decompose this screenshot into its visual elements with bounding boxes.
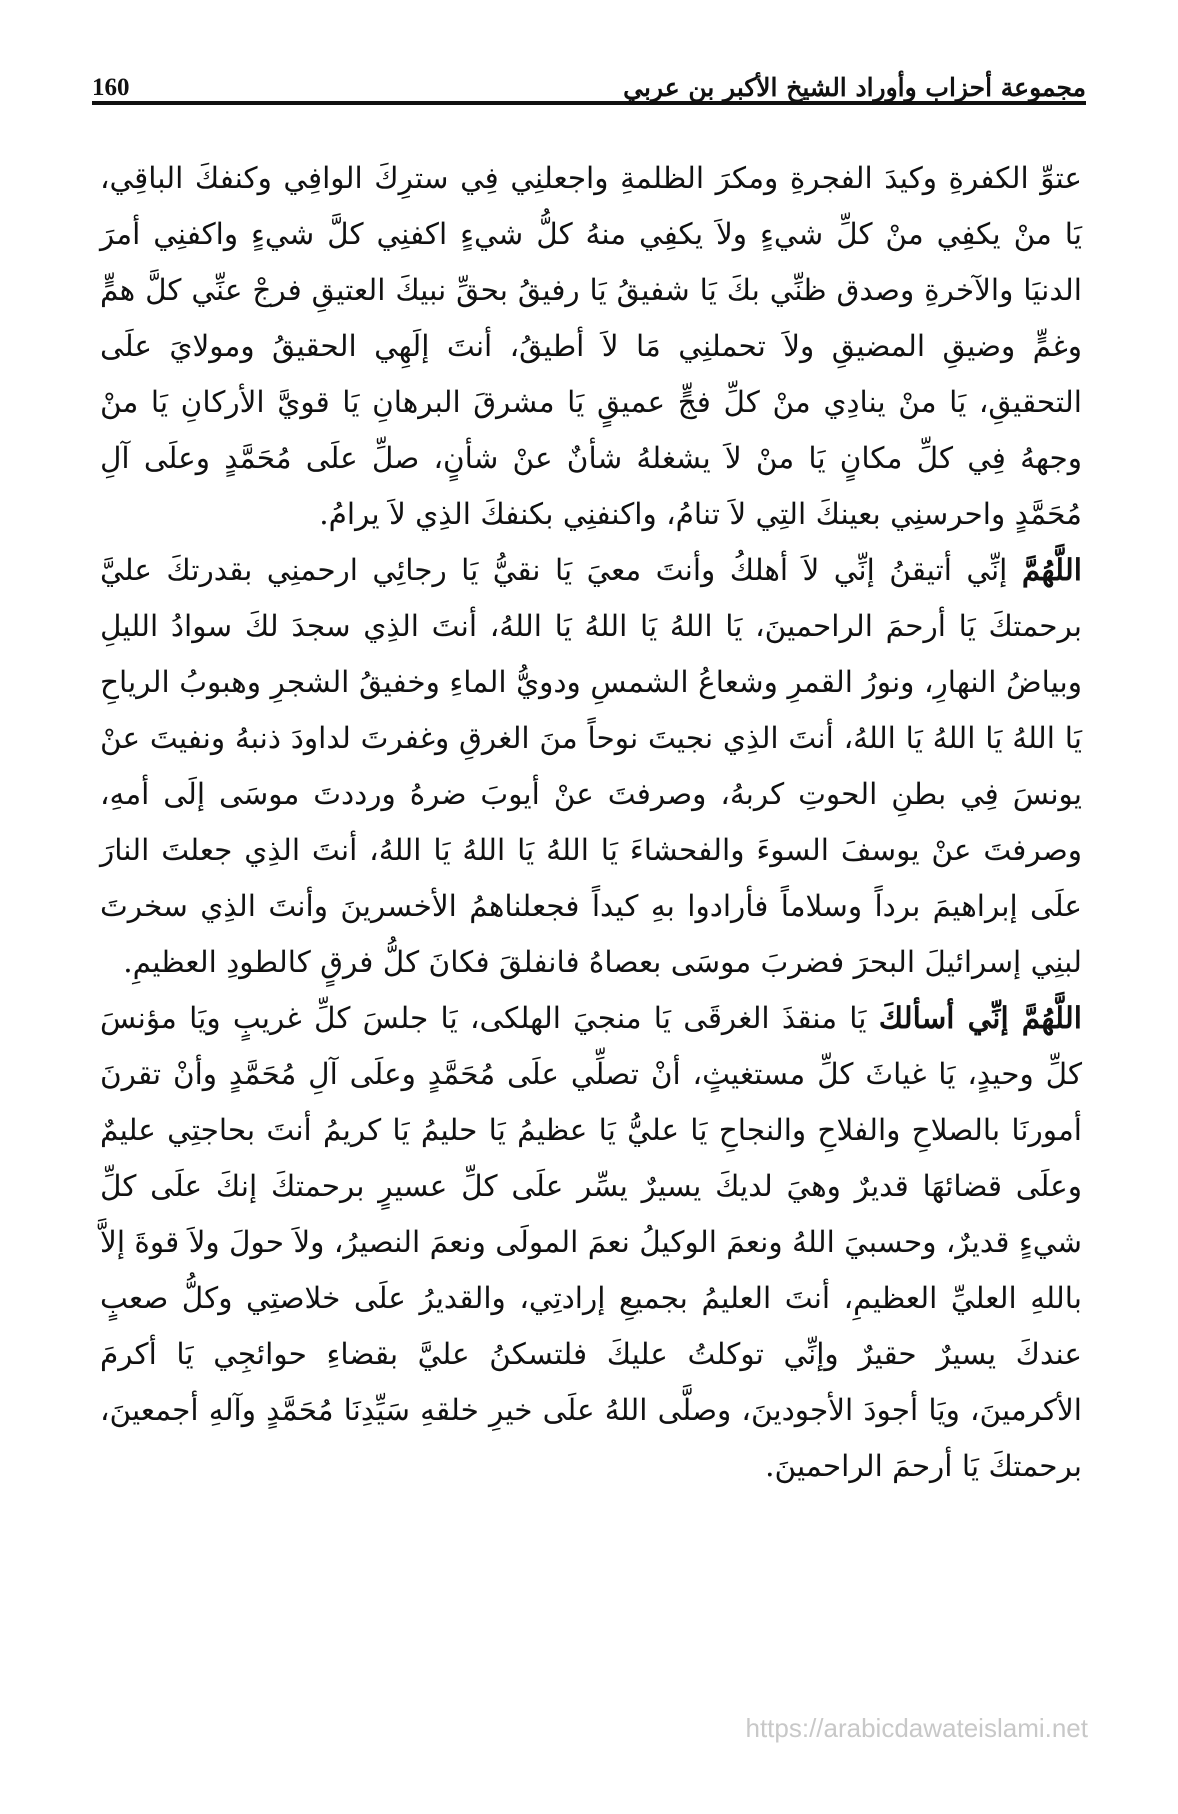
page-body — [100, 150, 1082, 1494]
running-title: مجموعة أحزاب وأوراد الشيخ الأكبر بن عربي — [623, 73, 1086, 102]
header-divider — [92, 101, 1086, 105]
paragraph-3 — [100, 990, 1082, 1494]
paragraph-2-text: إنِّي أتيقنُ إنِّي لاَ أهلكُ وأنتَ معيَ يَا نقيُّ يَا رجائِي ارحمنِي بقدرتكَ عليَّ برحمتكَ يَا أرحمَ الراحمينَ، يَا اللهُ يَا اللهُ يَا اللهُ، أنتَ الذِي سجدَ لكَ سوادُ الليلِ وبياضُ النهارِ، ونورُ القمرِ وشعاعُ الشمسِ ودويُّ الماءِ وخفيقُ الشجرِ وهبوبُ الرياحِ يَا اللهُ يَا اللهُ يَا اللهُ، أنتَ الذِي نجيتَ نوحاً منَ الغرقِ وغفرتَ لداودَ ذنبهُ ونفيتَ عنْ يونسَ فِي بطنِ الحوتِ كربهُ، وصرفتَ عنْ أيوبَ ضرهُ ورددتَ موسَى إلَى أمهِ، وصرفتَ عنْ يوسفَ السوءَ والفحشاءَ يَا اللهُ يَا اللهُ يَا اللهُ، أنتَ الذِي جعلتَ النارَ علَى إبراهيمَ برداً وسلاماً فأرادوا بهِ كيداً فجعلناهمُ الأخسرينَ وأنتَ الذِي سخرتَ لبنِي إسرائيلَ البحرَ فضربَ موسَى بعصاهُ فانفلقَ فكانَ كلُّ فرقٍ كالطودِ العظيمِ. — [100, 553, 1082, 979]
paragraph-2 — [100, 542, 1082, 990]
paragraph-2-opening: اللَّهُمَّ — [1021, 552, 1082, 587]
paragraph-1-text: عتوِّ الكفرةِ وكيدَ الفجرةِ ومكرَ الظلمةِ واجعلنِي فِي سترِكَ الوافِي وكنفكَ الباقِي، يَا منْ يكفِي منْ كلِّ شيءٍ ولاَ يكفِي منهُ كلُّ شيءٍ اكفنِي كلَّ شيءٍ واكفنِي أمرَ الدنيَا والآخرةِ وصدق ظنِّي بكَ يَا شفيقُ يَا رفيقُ بحقِّ نبيكَ العتيقِ فرجْ عنِّي كلَّ همٍّ وغمٍّ وضيقِ المضيقِ ولاَ تحملنِي مَا لاَ أطيقُ، أنتَ إلَهِي الحقيقُ ومولايَ علَى التحقيقِ، يَا منْ ينادِي منْ كلِّ فجٍّ عميقٍ يَا مشرقَ البرهانِ يَا قويَّ الأركانِ يَا منْ وجههُ فِي كلِّ مكانٍ يَا منْ لاَ يشغلهُ شأنٌ عنْ شأنٍ، صلِّ علَى مُحَمَّدٍ وعلَى آلِ مُحَمَّدٍ واحرسنِي بعينكَ التِي لاَ تنامُ، واكنفنِي بكنفكَ الذِي لاَ يرامُ. — [100, 161, 1082, 531]
site-watermark: https://arabicdawateislami.net — [745, 1713, 1088, 1743]
paragraph-3-opening: اللَّهُمَّ إنِّي أسألكَ — [878, 1000, 1082, 1035]
page-header — [92, 46, 1086, 102]
paragraph-1 — [100, 150, 1082, 542]
page-number: 160 — [92, 74, 130, 101]
paragraph-3-text: يَا منقذَ الغرقَى يَا منجيَ الهلكى، يَا جلسَ كلِّ غريبٍ ويَا مؤنسَ كلِّ وحيدٍ، يَا غياثَ كلِّ مستغيثٍ، أنْ تصلِّي علَى مُحَمَّدٍ وعلَى آلِ مُحَمَّدٍ وأنْ تقرنَ أمورنَا بالصلاحِ والفلاحِ والنجاحِ يَا عليُّ يَا عظيمُ يَا حليمُ يَا كريمُ أنتَ بحاجتِي عليمٌ وعلَى قضائهَا قديرٌ وهيَ لديكَ يسيرٌ يسِّر علَى كلِّ عسيرٍ برحمتكَ إنكَ علَى كلِّ شيءٍ قديرٌ، وحسبيَ اللهُ ونعمَ الوكيلُ نعمَ المولَى ونعمَ النصيرُ، ولاَ حولَ ولاَ قوةَ إلاَّ باللهِ العليِّ العظيمِ، أنتَ العليمُ بجميعِ إرادتِي، والقديرُ علَى خلاصتِي وكلُّ صعبٍ عندكَ يسيرٌ حقيرٌ وإنِّي توكلتُ عليكَ فلتسكنُ عليَّ بقضاءِ حوائجِي يَا أكرمَ الأكرمينَ، ويَا أجودَ الأجودينَ، وصلَّى اللهُ علَى خيرِ خلقهِ سَيِّدِنَا مُحَمَّدٍ وآلهِ أجمعينَ، برحمتكَ يَا أرحمَ الراحمينَ. — [100, 1001, 1082, 1483]
